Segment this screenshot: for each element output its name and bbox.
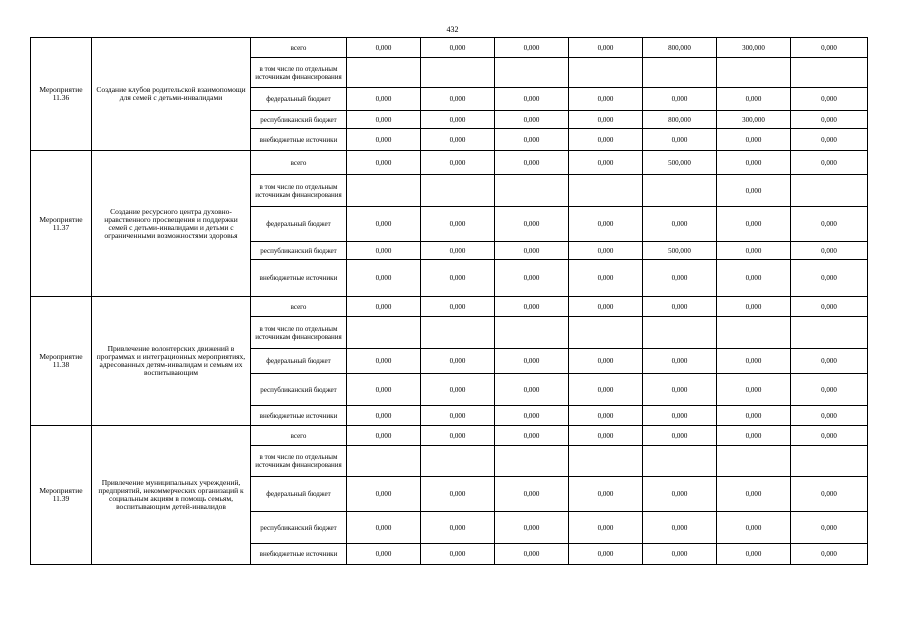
value-cell: 0,000: [495, 477, 569, 512]
funding-source-cell: всего: [251, 151, 347, 175]
funding-source-cell: внебюджетные источники: [251, 260, 347, 297]
value-cell: 0,000: [495, 151, 569, 175]
value-cell: 0,000: [421, 88, 495, 111]
value-cell: 0,000: [495, 260, 569, 297]
value-cell: [643, 317, 717, 349]
event-id-cell: Мероприятие 11.39: [31, 426, 92, 565]
value-cell: 0,000: [569, 88, 643, 111]
value-cell: 0,000: [717, 260, 791, 297]
funding-table: [30, 37, 868, 565]
value-cell: 0,000: [569, 129, 643, 151]
value-cell: [421, 446, 495, 477]
value-cell: [643, 58, 717, 88]
event-id-cell: Мероприятие 11.38: [31, 297, 92, 426]
value-cell: 0,000: [791, 38, 868, 58]
value-cell: [643, 446, 717, 477]
value-cell: 0,000: [643, 207, 717, 242]
value-cell: [421, 317, 495, 349]
funding-source-cell: федеральный бюджет: [251, 477, 347, 512]
value-cell: 0,000: [347, 349, 421, 374]
value-cell: 0,000: [717, 512, 791, 544]
value-cell: 0,000: [347, 406, 421, 426]
value-cell: 0,000: [643, 544, 717, 565]
value-cell: 0,000: [421, 406, 495, 426]
value-cell: 0,000: [421, 260, 495, 297]
value-cell: 0,000: [791, 406, 868, 426]
value-cell: [791, 58, 868, 88]
value-cell: 0,000: [791, 88, 868, 111]
value-cell: 0,000: [421, 297, 495, 317]
value-cell: [495, 58, 569, 88]
value-cell: 0,000: [791, 374, 868, 406]
value-cell: 0,000: [717, 426, 791, 446]
value-cell: 0,000: [495, 406, 569, 426]
value-cell: 0,000: [347, 88, 421, 111]
funding-source-cell: внебюджетные источники: [251, 544, 347, 565]
funding-source-cell: в том числе по отдельным источникам финансирования: [251, 175, 347, 207]
value-cell: 0,000: [791, 544, 868, 565]
value-cell: 0,000: [569, 512, 643, 544]
value-cell: 0,000: [791, 426, 868, 446]
value-cell: 0,000: [569, 151, 643, 175]
value-cell: 0,000: [643, 512, 717, 544]
value-cell: [791, 446, 868, 477]
value-cell: 0,000: [791, 512, 868, 544]
value-cell: 0,000: [347, 242, 421, 260]
funding-source-cell: республиканский бюджет: [251, 111, 347, 129]
value-cell: 0,000: [347, 374, 421, 406]
value-cell: 0,000: [717, 297, 791, 317]
value-cell: [569, 175, 643, 207]
event-name-cell: Создание ресурсного центра духовно-нравственного просвещения и поддержки семей с детьми-инвалидами и детьми с ограниченными возможностями здоровья: [92, 151, 251, 297]
table-body: [31, 38, 868, 565]
value-cell: 0,000: [347, 477, 421, 512]
value-cell: [791, 317, 868, 349]
value-cell: 0,000: [495, 88, 569, 111]
value-cell: [347, 58, 421, 88]
table-row: [31, 297, 868, 317]
value-cell: [717, 317, 791, 349]
value-cell: 0,000: [569, 260, 643, 297]
event-name-cell: Привлечение муниципальных учреждений, предприятий, некоммерческих организаций к социальным акциям в помощь семьям, воспитывающим детей-инвалидов: [92, 426, 251, 565]
event-name-cell: Привлечение волонтерских движений в программах и интеграционных мероприятиях, адресованных детям-инвалидам и семьям их воспитывающим: [92, 297, 251, 426]
value-cell: 0,000: [717, 349, 791, 374]
funding-source-cell: республиканский бюджет: [251, 374, 347, 406]
value-cell: 0,000: [495, 242, 569, 260]
value-cell: [347, 446, 421, 477]
funding-source-cell: в том числе по отдельным источникам финансирования: [251, 58, 347, 88]
value-cell: [569, 58, 643, 88]
value-cell: 0,000: [347, 151, 421, 175]
value-cell: 0,000: [347, 297, 421, 317]
value-cell: [347, 175, 421, 207]
funding-source-cell: федеральный бюджет: [251, 88, 347, 111]
value-cell: 0,000: [421, 38, 495, 58]
table-row: [31, 426, 868, 446]
value-cell: 0,000: [643, 426, 717, 446]
value-cell: 0,000: [569, 477, 643, 512]
value-cell: [347, 317, 421, 349]
event-id-cell: Мероприятие 11.36: [31, 38, 92, 151]
value-cell: 0,000: [717, 207, 791, 242]
value-cell: 0,000: [421, 111, 495, 129]
value-cell: 0,000: [791, 349, 868, 374]
value-cell: 0,000: [495, 38, 569, 58]
value-cell: 0,000: [791, 477, 868, 512]
value-cell: [495, 317, 569, 349]
value-cell: 0,000: [347, 111, 421, 129]
funding-source-cell: всего: [251, 426, 347, 446]
value-cell: [717, 446, 791, 477]
value-cell: 0,000: [569, 374, 643, 406]
value-cell: 0,000: [643, 349, 717, 374]
value-cell: 0,000: [495, 297, 569, 317]
value-cell: [421, 58, 495, 88]
value-cell: 0,000: [717, 544, 791, 565]
value-cell: 0,000: [791, 151, 868, 175]
value-cell: 0,000: [421, 129, 495, 151]
value-cell: 0,000: [717, 406, 791, 426]
value-cell: 0,000: [495, 129, 569, 151]
value-cell: 0,000: [347, 260, 421, 297]
value-cell: 0,000: [717, 129, 791, 151]
value-cell: 0,000: [717, 374, 791, 406]
value-cell: 0,000: [569, 207, 643, 242]
value-cell: 0,000: [347, 512, 421, 544]
funding-source-cell: республиканский бюджет: [251, 512, 347, 544]
event-id-cell: Мероприятие 11.37: [31, 151, 92, 297]
value-cell: [791, 175, 868, 207]
funding-source-cell: федеральный бюджет: [251, 349, 347, 374]
value-cell: 0,000: [495, 207, 569, 242]
value-cell: 0,000: [643, 88, 717, 111]
value-cell: 0,000: [569, 38, 643, 58]
value-cell: 0,000: [717, 88, 791, 111]
value-cell: 0,000: [717, 477, 791, 512]
value-cell: 0,000: [643, 129, 717, 151]
value-cell: 0,000: [791, 207, 868, 242]
table-row: [31, 151, 868, 175]
value-cell: 0,000: [421, 242, 495, 260]
value-cell: 0,000: [421, 151, 495, 175]
value-cell: 0,000: [643, 406, 717, 426]
value-cell: 0,000: [643, 260, 717, 297]
value-cell: 0,000: [421, 477, 495, 512]
value-cell: 0,000: [791, 242, 868, 260]
value-cell: [717, 58, 791, 88]
value-cell: 300,000: [717, 111, 791, 129]
value-cell: 0,000: [495, 374, 569, 406]
value-cell: 0,000: [643, 297, 717, 317]
value-cell: 500,000: [643, 242, 717, 260]
value-cell: 0,000: [347, 426, 421, 446]
value-cell: 0,000: [495, 111, 569, 129]
value-cell: [495, 175, 569, 207]
value-cell: [569, 317, 643, 349]
value-cell: 0,000: [569, 406, 643, 426]
value-cell: 0,000: [421, 426, 495, 446]
value-cell: 0,000: [495, 544, 569, 565]
funding-source-cell: внебюджетные источники: [251, 129, 347, 151]
value-cell: 0,000: [717, 151, 791, 175]
value-cell: 0,000: [495, 512, 569, 544]
value-cell: 0,000: [569, 426, 643, 446]
table-row: [31, 38, 868, 58]
value-cell: 0,000: [791, 297, 868, 317]
value-cell: 0,000: [791, 260, 868, 297]
value-cell: 0,000: [569, 297, 643, 317]
value-cell: 0,000: [791, 111, 868, 129]
funding-source-cell: в том числе по отдельным источникам финансирования: [251, 317, 347, 349]
value-cell: 800,000: [643, 38, 717, 58]
value-cell: 800,000: [643, 111, 717, 129]
value-cell: 300,000: [717, 38, 791, 58]
value-cell: 0,000: [421, 207, 495, 242]
funding-source-cell: в том числе по отдельным источникам финансирования: [251, 446, 347, 477]
value-cell: 0,000: [569, 111, 643, 129]
value-cell: 0,000: [347, 129, 421, 151]
funding-source-cell: всего: [251, 38, 347, 58]
value-cell: 0,000: [347, 544, 421, 565]
value-cell: [569, 446, 643, 477]
value-cell: 0,000: [569, 349, 643, 374]
funding-source-cell: всего: [251, 297, 347, 317]
value-cell: [643, 175, 717, 207]
value-cell: 0,000: [347, 207, 421, 242]
page-number: 432: [446, 25, 459, 34]
value-cell: 0,000: [495, 349, 569, 374]
funding-source-cell: республиканский бюджет: [251, 242, 347, 260]
value-cell: [495, 446, 569, 477]
value-cell: 0,000: [717, 242, 791, 260]
funding-source-cell: внебюджетные источники: [251, 406, 347, 426]
value-cell: 0,000: [791, 129, 868, 151]
value-cell: 0,000: [347, 38, 421, 58]
event-name-cell: Создание клубов родительской взаимопомощи для семей с детьми-инвалидами: [92, 38, 251, 151]
value-cell: 0,000: [495, 426, 569, 446]
value-cell: 0,000: [421, 512, 495, 544]
value-cell: 0,000: [643, 374, 717, 406]
value-cell: [421, 175, 495, 207]
value-cell: 0,000: [569, 544, 643, 565]
value-cell: 0,000: [421, 349, 495, 374]
value-cell: 0,000: [421, 544, 495, 565]
value-cell: 0,000: [643, 477, 717, 512]
funding-source-cell: федеральный бюджет: [251, 207, 347, 242]
value-cell: 0,000: [717, 175, 791, 207]
value-cell: 0,000: [421, 374, 495, 406]
value-cell: 0,000: [569, 242, 643, 260]
value-cell: 500,000: [643, 151, 717, 175]
